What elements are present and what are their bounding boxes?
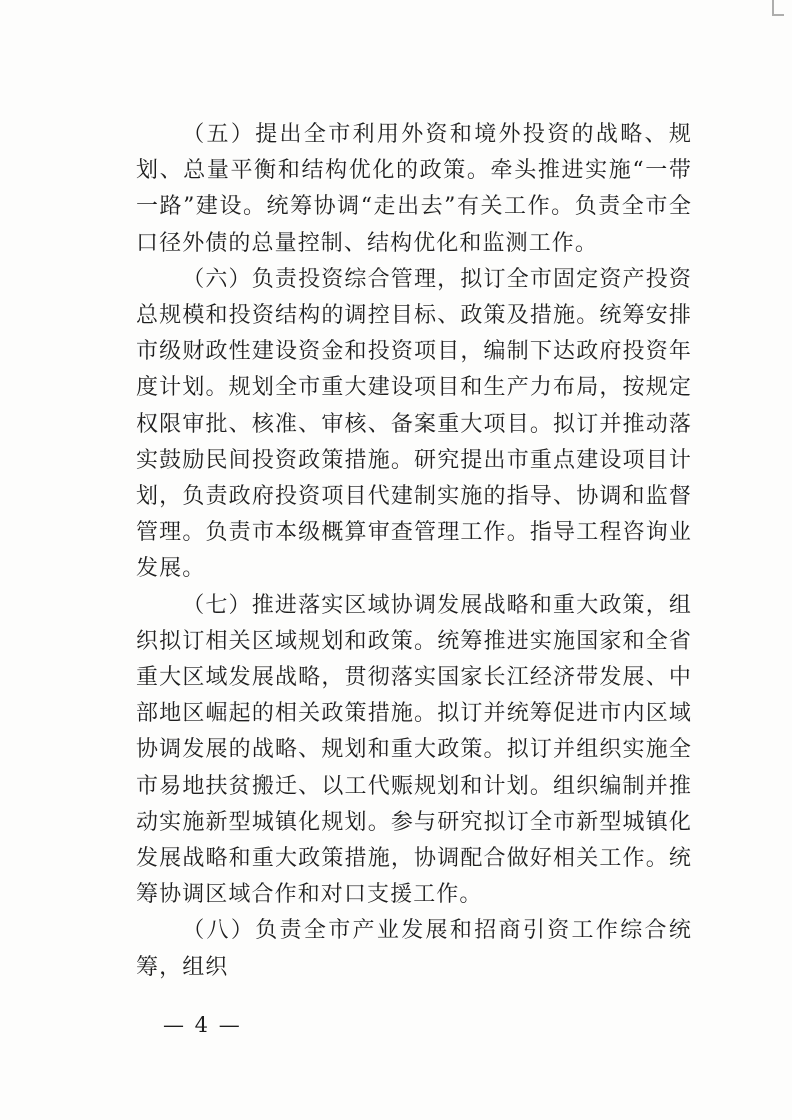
paragraph-item-7: （七）推进落实区域协调发展战略和重大政策，组织拟订相关区域规划和政策。统筹推进实施国家和全省重大区域发展战略，贯彻落实国家长江经济带发展、中部地区崛起的相关政策措施。拟订并统筹促进市内区域协调发展的战略、规划和重大政策。拟订并组织实施全市易地扶贫搬迁、以工代赈规划和计划。组织编制并推动实施新型城镇化规划。参与研究拟订全市新型城镇化发展战略和重大政策措施，协调配合做好相关工作。统筹协调区域合作和对口支援工作。 — [136, 592, 692, 908]
document-body — [136, 117, 692, 986]
scan-edge-mark — [772, 0, 784, 16]
paragraph-item-8: （八）负责全市产业发展和招商引资工作综合统筹，组织 — [136, 918, 692, 980]
paragraph-item-6: （六）负责投资综合管理，拟订全市固定资产投资总规模和投资结构的调控目标、政策及措施。统筹安排市级财政性建设资金和投资项目，编制下达政府投资年度计划。规划全市重大建设项目和生产力布局，按规定权限审批、核准、审核、备案重大项目。拟订并推动落实鼓励民间投资政策措施。研究提出市重点建设项目计划，负责政府投资项目代建制实施的指导、协调和监督管理。负责市本级概算审查管理工作。指导工程咨询业发展。 — [136, 266, 692, 582]
page-number: — 4 — — [163, 1013, 242, 1037]
paragraph-item-5: （五）提出全市利用外资和境外投资的战略、规划、总量平衡和结构优化的政策。牵头推进实施“一带一路”建设。统筹协调“走出去”有关工作。负责全市全口径外债的总量控制、结构优化和监测工作。 — [136, 122, 692, 256]
